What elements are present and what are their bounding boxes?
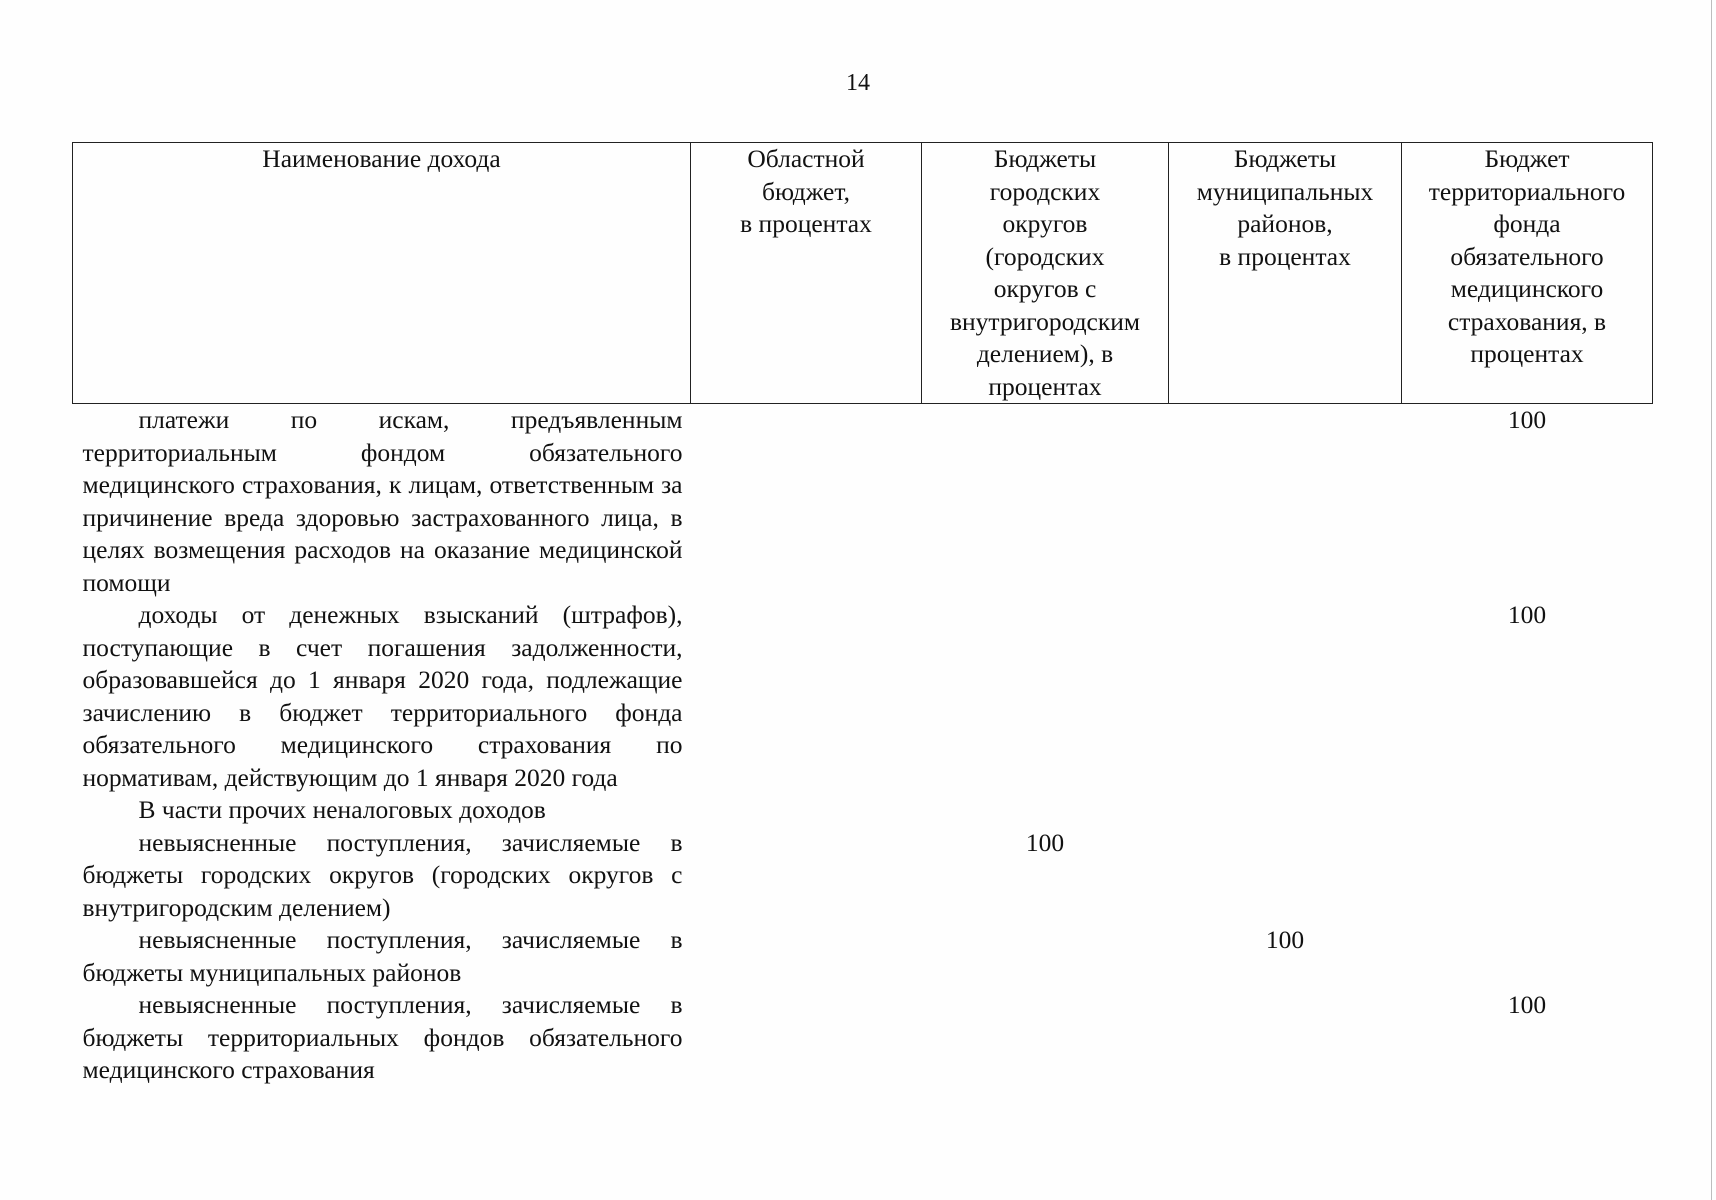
header-city-districts-budget-text: Бюджеты городских округов (городских округов с внутригородским делением), в процентах — [949, 144, 1141, 401]
row-city-districts-value — [922, 599, 1169, 794]
row-income-name — [73, 404, 691, 600]
row-regional-value — [691, 989, 922, 1087]
table-header-row — [73, 143, 1653, 404]
page-edge-line — [1711, 0, 1712, 1200]
header-tfoms-budget-text: Бюджет территориального фонда обязательного медицинского страхования, в процентах — [1428, 144, 1626, 368]
table-row — [73, 989, 1653, 1087]
row-tfoms-value: 100 — [1507, 405, 1547, 434]
row-municipal-districts-value — [1169, 827, 1402, 925]
row-regional-value — [691, 924, 922, 989]
row-income-name-text: невыясненные поступления, зачисляемые в бюджеты городских округов (городских округов с внутригородским делением) — [82, 827, 683, 922]
row-municipal-districts-value — [1169, 989, 1402, 1087]
row-municipal-districts-value — [1169, 599, 1402, 794]
row-income-name — [73, 599, 691, 794]
row-tfoms-value — [1402, 827, 1653, 925]
row-income-name-text: В части прочих неналоговых доходов — [138, 795, 546, 824]
row-income-name — [73, 989, 691, 1087]
row-city-districts-value — [922, 989, 1169, 1087]
row-tfoms-value: 100 — [1507, 990, 1547, 1019]
row-regional-value — [691, 827, 922, 925]
row-city-districts-value — [922, 404, 1169, 600]
table-body — [73, 404, 1653, 1087]
table-row — [73, 599, 1653, 794]
header-regional-budget-text: Областной бюджет, в процентах — [740, 144, 872, 238]
row-income-name-text: доходы от денежных взысканий (штрафов), поступающие в счет погашения задолженности, образовавшейся до 1 января 2020 года, подлежащие зачислению в бюджет территориального фонда обязательного медицинского страхования по нормативам, действующим до 1 января 2020 года — [82, 600, 683, 792]
page-number: 14 — [846, 70, 870, 96]
header-tfoms-budget — [1402, 143, 1653, 404]
row-income-name — [73, 794, 691, 827]
row-tfoms-value — [1402, 924, 1653, 989]
row-income-name-text: невыясненные поступления, зачисляемые в бюджеты муниципальных районов — [82, 925, 683, 987]
table-header — [73, 143, 1653, 404]
row-tfoms-value: 100 — [1507, 600, 1547, 629]
row-regional-value — [691, 794, 922, 827]
row-tfoms-value — [1402, 794, 1653, 827]
table-row — [73, 794, 1653, 827]
row-municipal-districts-value: 100 — [1265, 925, 1305, 954]
header-municipal-districts-budget — [1169, 143, 1402, 404]
row-city-districts-value — [922, 924, 1169, 989]
row-municipal-districts-value — [1169, 404, 1402, 600]
row-income-name — [73, 924, 691, 989]
row-city-districts-value: 100 — [1025, 827, 1065, 857]
table-row — [73, 924, 1653, 989]
table-row — [73, 404, 1653, 600]
header-regional-budget — [691, 143, 922, 404]
table-row — [73, 827, 1653, 925]
row-income-name-text: невыясненные поступления, зачисляемые в бюджеты территориальных фондов обязательного медицинского страхования — [82, 990, 683, 1084]
revenue-distribution-table — [72, 142, 1653, 1087]
row-municipal-districts-value — [1169, 794, 1402, 827]
row-income-name — [73, 827, 691, 925]
header-income-name — [73, 143, 691, 404]
row-regional-value — [691, 404, 922, 600]
row-regional-value — [691, 599, 922, 794]
header-city-districts-budget — [922, 143, 1169, 404]
row-city-districts-value — [922, 794, 1169, 827]
header-municipal-districts-budget-text: Бюджеты муниципальных районов, в процентах — [1196, 144, 1374, 271]
header-income-name-text: Наименование дохода — [262, 144, 501, 173]
row-income-name-text: платежи по искам, предъявленным территориальным фондом обязательного медицинского страхования, к лицам, ответственным за причинение вреда здоровью застрахованного лица, в целях возмещения расходов на оказание медицинской помощи — [82, 405, 683, 597]
